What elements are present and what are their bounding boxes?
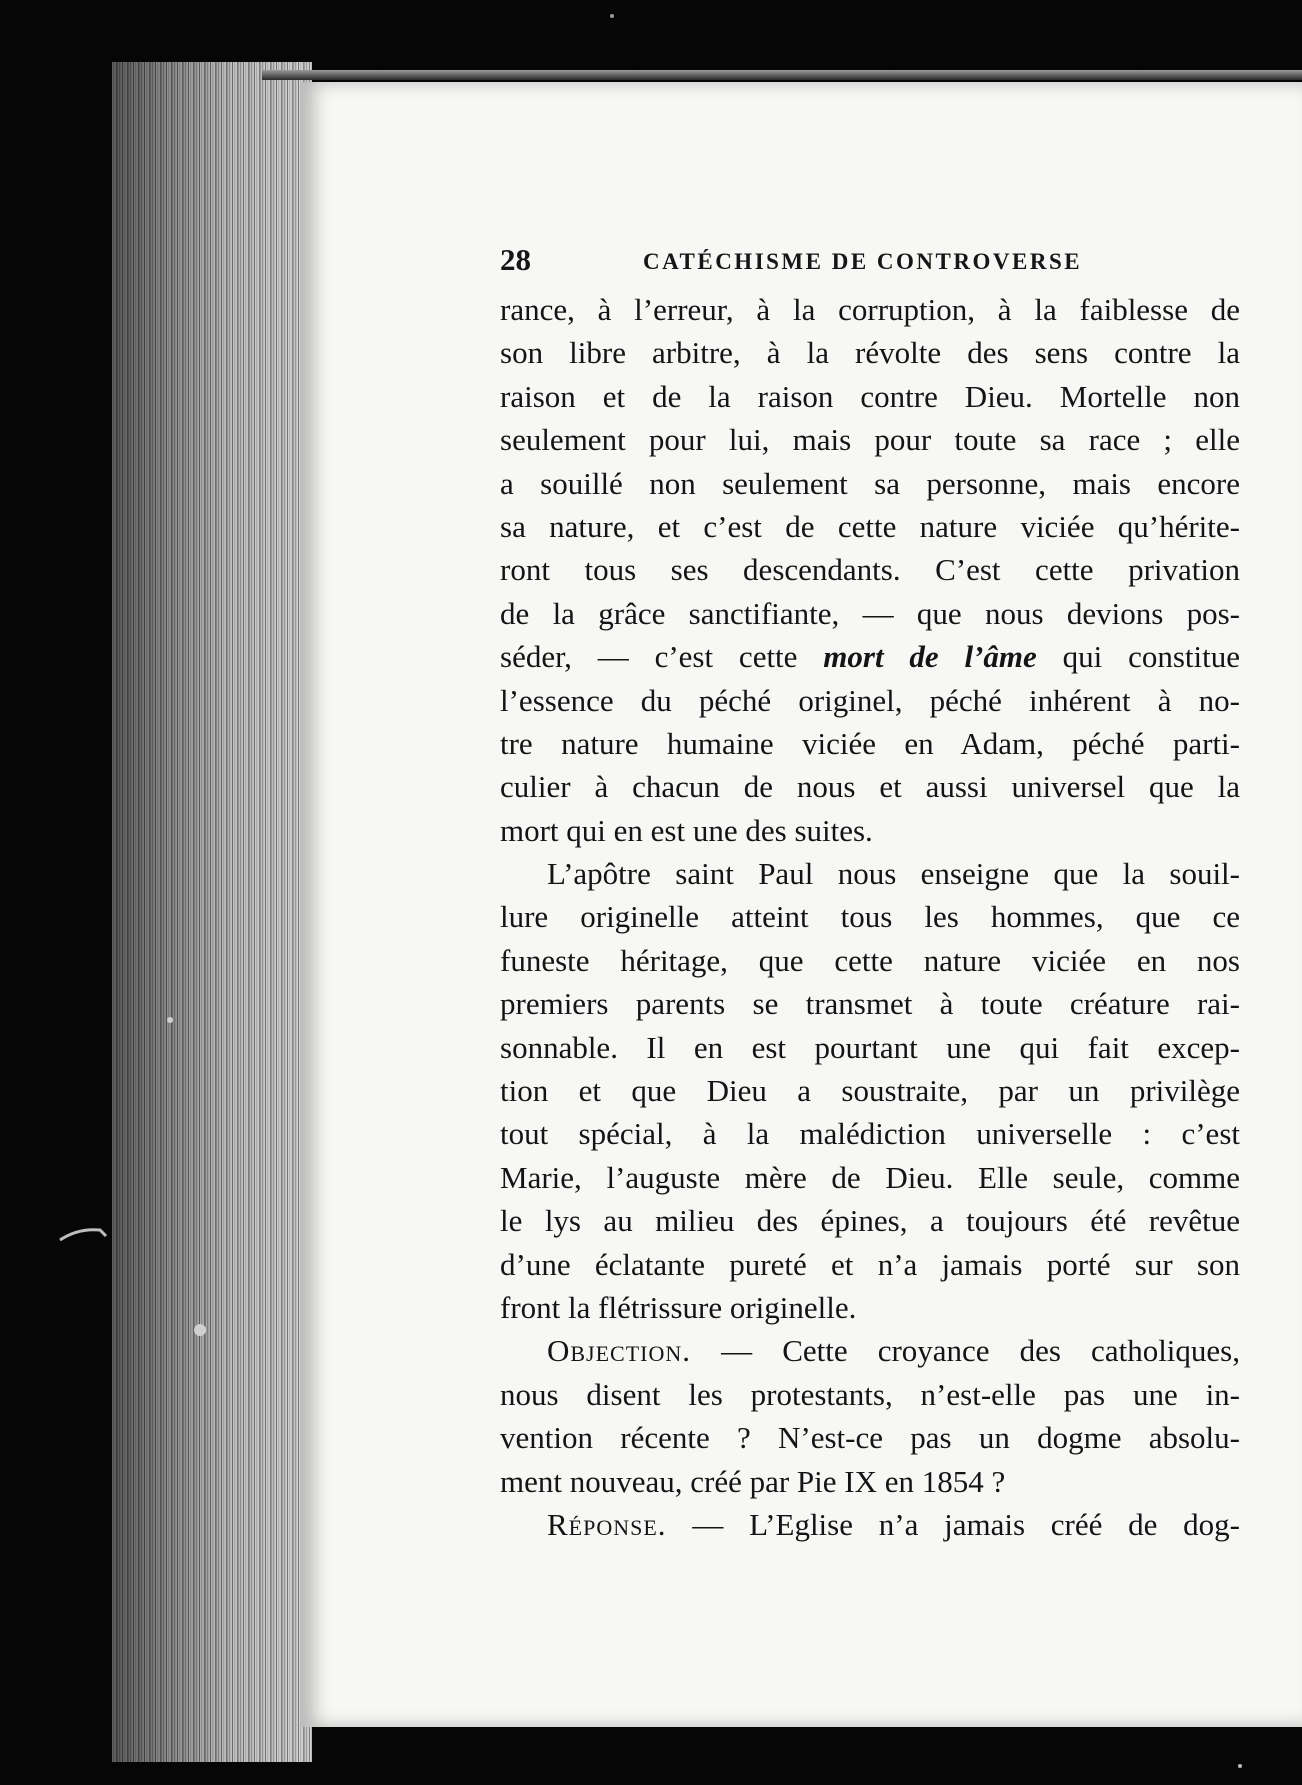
body-text bbox=[500, 288, 1240, 1546]
text-segment: qui constitue bbox=[1062, 639, 1241, 675]
text-line: raison et de la raison contre Dieu. Mortelle non bbox=[500, 378, 1240, 414]
italic-phrase: mort de l’âme bbox=[823, 639, 1037, 675]
text-segment: — Cette croyance des catholiques, bbox=[691, 1333, 1240, 1369]
text-line: de la grâce sanctifiante, — que nous devions pos- bbox=[500, 595, 1240, 631]
text-line: culier à chacun de nous et aussi universel que la bbox=[500, 769, 1240, 805]
text-line: sonnable. Il en est pourtant une qui fait excep- bbox=[500, 1029, 1240, 1065]
page-edges-shadow bbox=[112, 62, 312, 1762]
text-line bbox=[500, 1329, 1240, 1372]
text-line: sa nature, et c’est de cette nature viciée qu’hérite- bbox=[500, 508, 1240, 544]
text-line: ment nouveau, créé par Pie IX en 1854 ? bbox=[500, 1463, 1006, 1499]
text-line: Marie, l’auguste mère de Dieu. Elle seule, comme bbox=[500, 1159, 1240, 1195]
response-label: Réponse. bbox=[547, 1506, 667, 1542]
text-line: ront tous ses descendants. C’est cette privation bbox=[500, 552, 1240, 588]
text-line: d’une éclatante pureté et n’a jamais porté sur son bbox=[500, 1246, 1240, 1282]
text-line bbox=[500, 1503, 1240, 1546]
text-line: tion et que Dieu a soustraite, par un privilège bbox=[500, 1073, 1240, 1109]
text-line: vention récente ? N’est-ce pas un dogme absolu- bbox=[500, 1420, 1240, 1456]
text-segment: séder, — c’est cette bbox=[500, 639, 798, 675]
text-line: nous disent les protestants, n’est-elle pas une in- bbox=[500, 1376, 1240, 1412]
text-line: tre nature humaine viciée en Adam, péché parti- bbox=[500, 725, 1240, 761]
page-number: 28 bbox=[500, 242, 531, 277]
text-line: tout spécial, à la malédiction universelle : c’est bbox=[500, 1116, 1240, 1152]
running-head bbox=[500, 243, 1260, 277]
running-title: CATÉCHISME DE CONTROVERSE bbox=[643, 249, 1083, 274]
text-line: l’essence du péché originel, péché inhérent à no- bbox=[500, 682, 1240, 718]
text-line: front la flétrissure originelle. bbox=[500, 1289, 857, 1325]
text-line: lure originelle atteint tous les hommes, que ce bbox=[500, 899, 1240, 935]
text-line: premiers parents se transmet à toute créature rai- bbox=[500, 986, 1240, 1022]
text-line bbox=[500, 635, 1240, 678]
text-line: seulement pour lui, mais pour toute sa race ; elle bbox=[500, 422, 1240, 458]
text-line: son libre arbitre, à la révolte des sens contre la bbox=[500, 335, 1240, 371]
text-line: a souillé non seulement sa personne, mais encore bbox=[500, 465, 1240, 501]
text-line: rance, à l’erreur, à la corruption, à la faiblesse de bbox=[500, 292, 1240, 327]
text-line: L’apôtre saint Paul nous enseigne que la souil- bbox=[547, 856, 1240, 892]
objection-label: Objection. bbox=[547, 1333, 692, 1369]
page-top-edge bbox=[262, 70, 1302, 80]
text-line: le lys au milieu des épines, a toujours été revêtue bbox=[500, 1203, 1240, 1239]
dust-speck bbox=[1238, 1764, 1242, 1768]
dust-speck bbox=[610, 14, 614, 18]
text-line: funeste héritage, que cette nature viciée en nos bbox=[500, 942, 1240, 978]
scratch-mark bbox=[60, 1230, 106, 1240]
text-segment: — L’Eglise n’a jamais créé de dog- bbox=[666, 1506, 1240, 1542]
text-line: mort qui en est une des suites. bbox=[500, 812, 873, 848]
